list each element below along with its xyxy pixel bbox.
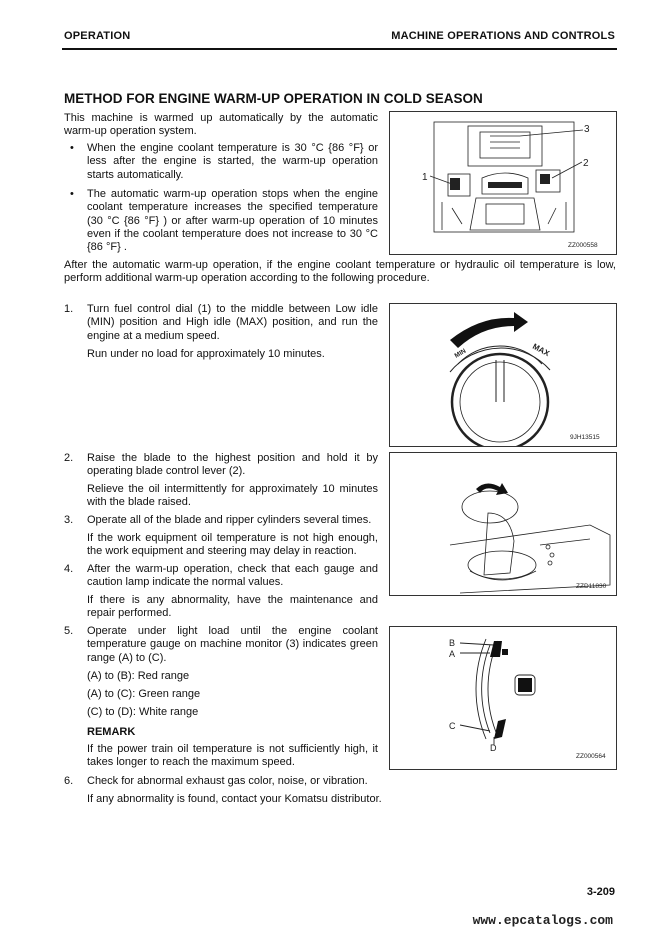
callout-2: 2	[583, 158, 589, 169]
step-number: 4.	[64, 563, 74, 575]
step-2-text: Raise the blade to the highest position and hold it by operating blade control lever (2).	[87, 452, 378, 478]
coolant-gauge-drawing	[390, 627, 616, 769]
fuel-dial-figure	[389, 303, 617, 447]
bullet-item-2: The automatic warm-up operation stops when the engine coolant temperature increases the specified temperature (30 °C {86 °F} ) or after warm-up operation of 10 minutes even if the coolant temperature does not increase to 30 °C {86 °F} .	[87, 188, 378, 254]
step-2-note: Relieve the oil intermittently for approximately 10 minutes with the blade raised.	[87, 483, 378, 509]
blade-lever-drawing	[390, 453, 616, 595]
step-1-note: Run under no load for approximately 10 minutes.	[87, 348, 325, 360]
step-6-note: If any abnormality is found, contact your Komatsu distributor.	[87, 793, 382, 805]
max-label: MAX	[531, 341, 551, 359]
figure-code: ZZ000564	[576, 753, 606, 760]
fuel-dial-drawing	[390, 304, 616, 446]
page-number: 3-209	[586, 886, 615, 898]
callout-1: 1	[422, 172, 428, 183]
figure-code: 9JH13515	[570, 434, 600, 441]
callout-3: 3	[584, 124, 590, 135]
bullet-symbol: •	[70, 142, 74, 154]
cab-overview-drawing	[390, 112, 616, 254]
label-b: B	[449, 638, 456, 648]
header-rule	[62, 48, 617, 50]
range-green: (A) to (C): Green range	[87, 688, 201, 700]
min-label: MIN	[453, 347, 468, 360]
label-c: C	[449, 721, 456, 731]
cab-overview-figure	[389, 111, 617, 255]
page-title: METHOD FOR ENGINE WARM-UP OPERATION IN COLD SEASON	[64, 91, 483, 106]
step-number: 1.	[64, 303, 74, 315]
step-5-text: Operate under light load until the engine coolant temperature gauge on machine monitor (3) indicates green range (A) to (C).	[87, 625, 378, 664]
step-6-text: Check for abnormal exhaust gas color, noise, or vibration.	[87, 775, 368, 787]
coolant-gauge-figure	[389, 626, 617, 770]
header-chapter-label: MACHINE OPERATIONS AND CONTROLS	[391, 30, 615, 42]
label-a: A	[449, 649, 456, 659]
range-white: (C) to (D): White range	[87, 706, 199, 718]
range-red: (A) to (B): Red range	[87, 670, 190, 682]
figure-code: ZZD11830	[576, 583, 607, 590]
step-3-text: Operate all of the blade and ripper cylinders several times.	[87, 514, 372, 526]
after-paragraph: After the automatic warm-up operation, if the engine coolant temperature or hydraulic oil temperature is low, perform additional warm-up operation according to the following procedure.	[64, 259, 616, 285]
bullet-symbol: •	[70, 188, 74, 200]
blade-lever-figure	[389, 452, 617, 596]
step-number: 2.	[64, 452, 74, 464]
remark-text: If the power train oil temperature is not sufficiently high, it takes longer to reach the maximum speed.	[87, 743, 378, 769]
step-4-text: After the warm-up operation, check that each gauge and caution lamp indicate the normal values.	[87, 563, 378, 589]
figure-code: ZZ000558	[568, 242, 598, 249]
step-4-note: If there is any abnormality, have the maintenance and repair performed.	[87, 594, 378, 620]
step-number: 6.	[64, 775, 74, 787]
step-1-text: Turn fuel control dial (1) to the middle between Low idle (MIN) position and High idle (MAX) position, and run the engine at a medium speed.	[87, 303, 378, 342]
bullet-item-1: When the engine coolant temperature is 30 °C {86 °F} or less after the engine is started, the warm-up operation starts automatically.	[87, 142, 378, 181]
step-number: 5.	[64, 625, 74, 637]
remark-label: REMARK	[87, 726, 136, 738]
step-3-note: If the work equipment oil temperature is not high enough, the work equipment and steering may delay in reaction.	[87, 532, 378, 558]
watermark-link[interactable]: www.epcatalogs.com	[472, 913, 613, 928]
header-section-label: OPERATION	[64, 30, 131, 42]
step-number: 3.	[64, 514, 74, 526]
label-d: D	[490, 743, 497, 753]
intro-paragraph: This machine is warmed up automatically by the automatic warm-up operation system.	[64, 112, 378, 138]
